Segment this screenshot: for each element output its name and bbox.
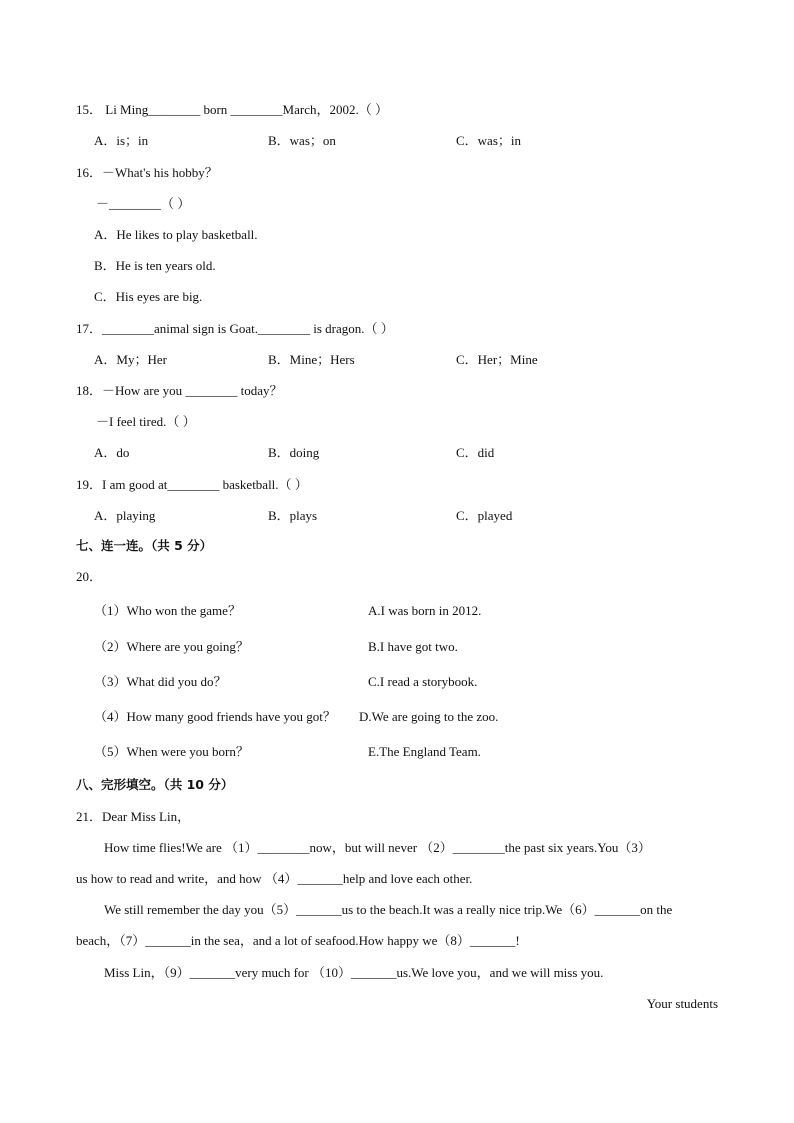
- q16-option-b: B．He is ten years old.: [94, 258, 216, 273]
- cloze-line: beach，（7）_______in the sea，and a lot of seafood.How happy we（8）_______!: [76, 933, 520, 948]
- cloze-line: us how to read and write，and how （4）_______help and love each other.: [76, 871, 473, 886]
- q16-option-a: A．He likes to play basketball.: [94, 227, 258, 242]
- match-right-item: A.I was born in 2012.: [368, 603, 482, 618]
- cloze-line: Miss Lin，（9）_______very much for （10）_______us.We love you，and we will miss you.: [104, 965, 604, 980]
- match-left-item: （3）What did you do？: [94, 674, 227, 689]
- q18-option-b: B．doing: [268, 445, 320, 460]
- letter-signature: Your students: [646, 996, 718, 1011]
- match-right-item: D.We are going to the zoo.: [359, 709, 499, 724]
- q16-stem: 16．－What's his hobby？: [76, 165, 218, 180]
- q15-option-a: A．is；in: [94, 133, 149, 148]
- match-left-item: （1）Who won the game？: [94, 603, 241, 618]
- q18-answer-line: －I feel tired.（ ）: [96, 414, 196, 429]
- q16-answer-line: －________（ ）: [96, 196, 191, 211]
- q18-stem: 18．－How are you ________ today？: [76, 383, 283, 398]
- q19-stem: 19．I am good at________ basketball.（ ）: [76, 477, 308, 492]
- q20-number: 20．: [76, 569, 103, 584]
- cloze-line: How time flies!We are （1）________now，but will never （2）________the past six years.You（3）: [104, 840, 651, 855]
- match-left-item: （5）When were you born？: [94, 744, 249, 759]
- q17-option-c: C．Her；Mine: [456, 352, 538, 367]
- match-left-item: （2）Where are you going？: [94, 639, 249, 654]
- cloze-line: We still remember the day you（5）_______us to the beach.It was a really nice trip.We（6）_______on the: [104, 902, 673, 917]
- q17-option-b: B．Mine；Hers: [268, 352, 355, 367]
- q19-option-b: B．plays: [268, 508, 318, 523]
- q17-stem: 17．________animal sign is Goat.________ is dragon.（ ）: [76, 321, 394, 336]
- match-right-item: C.I read a storybook.: [368, 674, 478, 689]
- q17-option-a: A．My；Her: [94, 352, 167, 367]
- q18-option-c: C．did: [456, 445, 495, 460]
- section8-heading: 八、完形填空。（共 10 分）: [76, 777, 234, 792]
- q19-option-c: C．played: [456, 508, 513, 523]
- q18-option-a: A．do: [94, 445, 130, 460]
- section7-heading: 七、连一连。（共 5 分）: [76, 538, 213, 553]
- q15-option-b: B．was；on: [268, 133, 336, 148]
- q16-option-c: C．His eyes are big.: [94, 289, 203, 304]
- q15-option-c: C．was；in: [456, 133, 522, 148]
- match-left-item: （4）How many good friends have you got？: [94, 709, 336, 724]
- q15-stem: 15． Li Ming________ born ________March，2002.（ ）: [76, 102, 388, 117]
- match-right-item: E.The England Team.: [368, 744, 481, 759]
- q19-option-a: A．playing: [94, 508, 156, 523]
- letter-greeting: 21．Dear Miss Lin，: [76, 809, 191, 824]
- match-right-item: B.I have got two.: [368, 639, 458, 654]
